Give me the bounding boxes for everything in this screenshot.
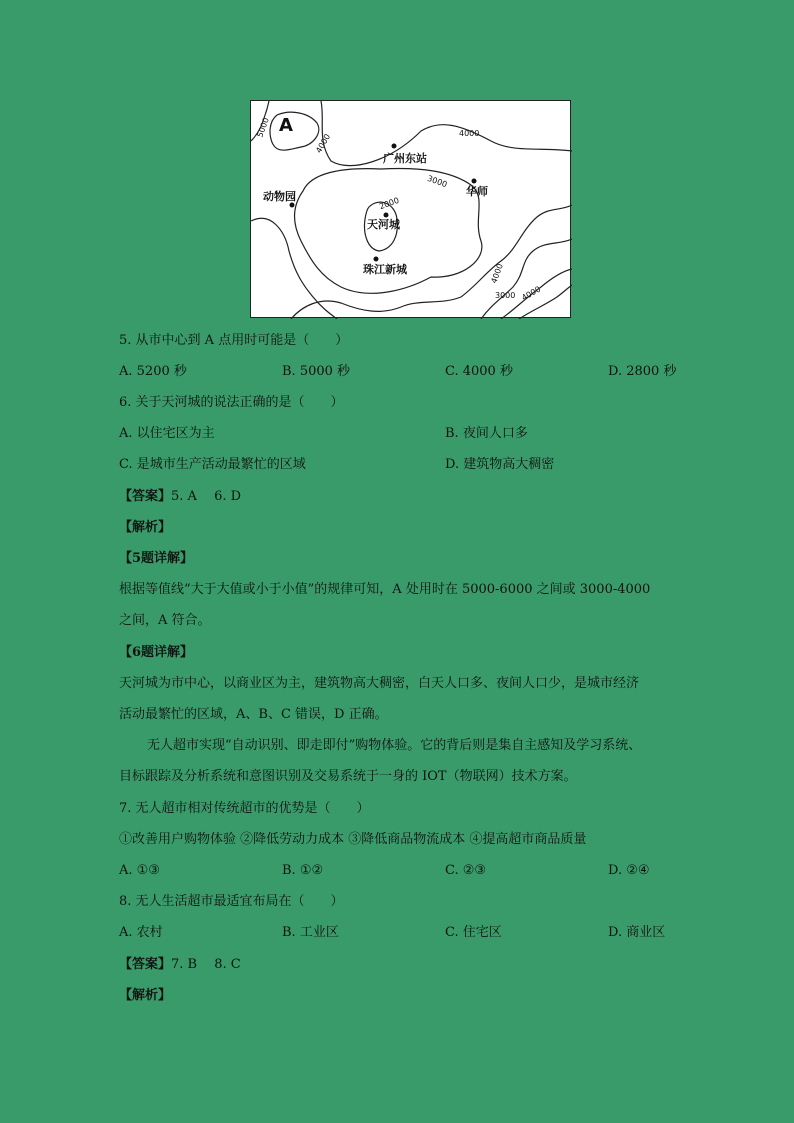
analysis-heading-1: 【解析】 <box>119 520 172 535</box>
question-5-stem: 5. 从市中心到 A 点用时可能是（ ） <box>119 333 349 348</box>
question-5-option-b: B. 5000 秒 <box>282 364 351 379</box>
zhujiang-new-town-label: 珠江新城 <box>363 263 407 276</box>
question-7-items: ①改善用户购物体验 ②降低劳动力成本 ③降低商品物流成本 ④提高超市商品质量 <box>119 832 587 847</box>
answer-tag: 【答案】 <box>119 957 172 972</box>
huashi-label: 华师 <box>466 185 488 198</box>
contour-label-4000-right: 4000 <box>489 262 505 285</box>
question-7-option-c: C. ②③ <box>445 863 487 878</box>
contour-label-3000-right: 3000 <box>495 291 516 300</box>
question-7-option-b: B. ①② <box>282 863 324 878</box>
contour-label-4000-bottom: 4000 <box>520 284 543 303</box>
detail-5-heading: 【5题详解】 <box>119 551 194 566</box>
detail-5-line-1: 根据等值线“大于大值或小于小值”的规律可知，A 处用时在 5000-6000 之间或 3000-4000 <box>119 582 651 597</box>
point-a-label: A <box>279 115 293 136</box>
contour-label-4000-left: 4000 <box>314 132 333 155</box>
contour-label-3000: 3000 <box>426 173 449 190</box>
tianhe-city-label: 天河城 <box>367 218 400 231</box>
passage-line-1: 无人超市实现“自动识别、即走即付”购物体验。它的背后则是集自主感知及学习系统、 <box>147 738 642 753</box>
question-8-option-b: B. 工业区 <box>282 925 339 940</box>
detail-5-line-2: 之间，A 符合。 <box>119 613 211 628</box>
question-8-option-d: D. 商业区 <box>608 925 666 940</box>
detail-6-line-1: 天河城为市中心，以商业区为主，建筑物高大稠密，白天人口多、夜间人口少，是城市经济 <box>119 676 640 691</box>
question-8-option-a: A. 农村 <box>119 925 163 940</box>
answer-tag: 【答案】 <box>119 489 172 504</box>
analysis-heading-2: 【解析】 <box>119 988 172 1003</box>
answer-line-1 <box>119 487 241 507</box>
question-6-option-d: D. 建筑物高大稠密 <box>445 457 555 472</box>
contour-label-5000: 5000 <box>255 116 271 139</box>
question-6-option-b: B. 夜间人口多 <box>445 426 528 441</box>
question-6-stem: 6. 关于天河城的说法正确的是（ ） <box>119 395 344 410</box>
question-6-option-c: C. 是城市生产活动最繁忙的区域 <box>119 457 306 472</box>
contour-lines <box>251 101 572 319</box>
question-7-option-d: D. ②④ <box>608 863 650 878</box>
answer-text: 5. A 6. D <box>171 489 242 504</box>
question-6-option-a: A. 以住宅区为主 <box>119 426 215 441</box>
question-7-option-a: A. ①③ <box>119 863 160 878</box>
question-5-option-d: D. 2800 秒 <box>608 364 677 379</box>
detail-6-heading: 【6题详解】 <box>119 645 194 660</box>
question-5-option-c: C. 4000 秒 <box>445 364 513 379</box>
contour-label-2000: 2000 <box>378 195 401 212</box>
guangzhou-east-station-label: 广州东站 <box>383 152 427 165</box>
question-8-stem: 8. 无人生活超市最适宜布局在（ ） <box>119 894 344 909</box>
answer-text: 7. B 8. C <box>171 957 241 972</box>
contour-map <box>250 100 571 318</box>
contour-label-4000-top: 4000 <box>459 129 480 138</box>
question-5-option-a: A. 5200 秒 <box>119 364 187 379</box>
question-8-option-c: C. 住宅区 <box>445 925 502 940</box>
answer-line-2 <box>119 955 241 975</box>
passage-line-2: 目标跟踪及分析系统和意图识别及交易系统于一身的 IOT（物联网）技术方案。 <box>119 769 577 784</box>
detail-6-line-2: 活动最繁忙的区域，A、B、C 错误，D 正确。 <box>119 707 388 722</box>
zoo-label: 动物园 <box>263 190 296 203</box>
question-7-stem: 7. 无人超市相对传统超市的优势是（ ） <box>119 801 370 816</box>
